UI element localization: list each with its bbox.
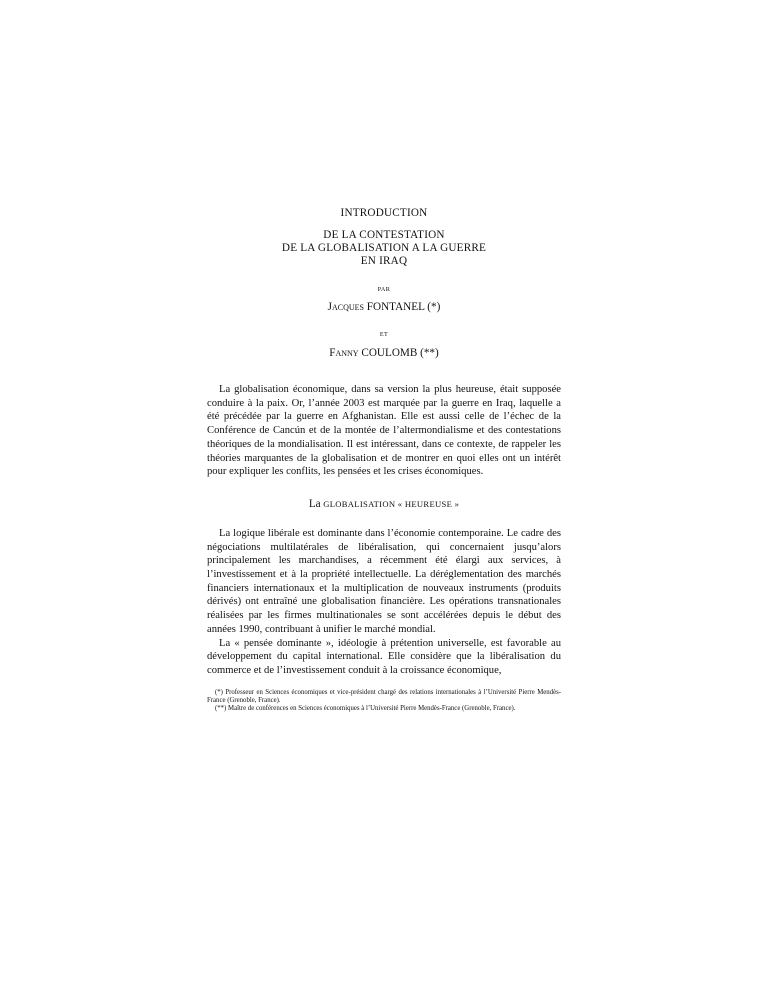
article-page (207, 207, 561, 714)
title-line-3: EN IRAQ (360, 255, 408, 267)
footnotes (207, 689, 561, 714)
footnote-1: (*) Professeur en Sciences économiques et vice-président chargé des relations internationales à l’Université Pierre Mendès-France (Grenoble, France). (207, 688, 561, 705)
author-2-firstname-text: Fanny (329, 347, 359, 359)
section-heading-rest: GLOBALISATION « HEUREUSE » (323, 498, 460, 509)
intro-paragraph: La globalisation économique, dans sa version la plus heureuse, était supposée conduire à la paix. Or, l’année 2003 est marquée par la guerre en Iraq, laquelle a été précédée par la guerre en Afghanistan. Elle est aussi celle de l’échec de la Conférence de Cancún et de la montée de l’altermondialisme et des contestations théoriques de la mondialisation. Il est intéressant, dans ce contexte, de rappeler les théories marquantes de la globalisation et de montrer en quoi elles ont un intérêt pour expliquer les conflits, les pensées et les crises économiques. (207, 384, 561, 478)
section-heading (207, 498, 561, 511)
author-1-firstname (328, 301, 364, 313)
body-paragraph-2: La « pensée dominante », idéologie à prétention universelle, est favorable au développement du capital international. Elle considère que la libéralisation du commerce et de l’investissement conduit à la croissance économique, (207, 637, 561, 676)
par-word: PAR (377, 286, 391, 293)
title-line-1: DE LA CONTESTATION (323, 229, 445, 241)
author-2 (207, 347, 561, 360)
footnote-2: (**) Maître de conférences en Sciences économiques à l’Université Pierre Mendès-France (Grenoble, France). (215, 705, 516, 713)
author-2-firstname (329, 347, 358, 359)
author-1-firstname-text: Jacques (327, 301, 364, 313)
author-1 (207, 301, 561, 314)
section-label: INTRODUCTION (340, 207, 428, 219)
byline-et (207, 327, 561, 340)
author-1-lastname: FONTANEL (*) (366, 301, 441, 313)
et-word: ET (379, 331, 389, 338)
article-title (207, 229, 561, 268)
section-heading-first: La (308, 497, 321, 510)
title-line-2: DE LA GLOBALISATION A LA GUERRE (281, 242, 487, 254)
author-2-lastname: COULOMB (**) (361, 347, 439, 359)
body-paragraph-1: La logique libérale est dominante dans l’économie contemporaine. Le cadre des négociations multilatérales de libéralisation, qui concernaient jusqu’alors principalement les marchandises, a récemment été élargi aux services, à l’investissement et à la propriété intellectuelle. La déréglementation des marchés financiers internationaux et la multiplication de nouveaux instruments (produits dérivés) ont entraîné une globalisation financière. Les opérations transnationales réalisées par les firmes multinationales se sont accélérées depuis le début des années 1990, contribuant à unifier le marché mondial. (207, 527, 561, 635)
byline-par (207, 282, 561, 295)
